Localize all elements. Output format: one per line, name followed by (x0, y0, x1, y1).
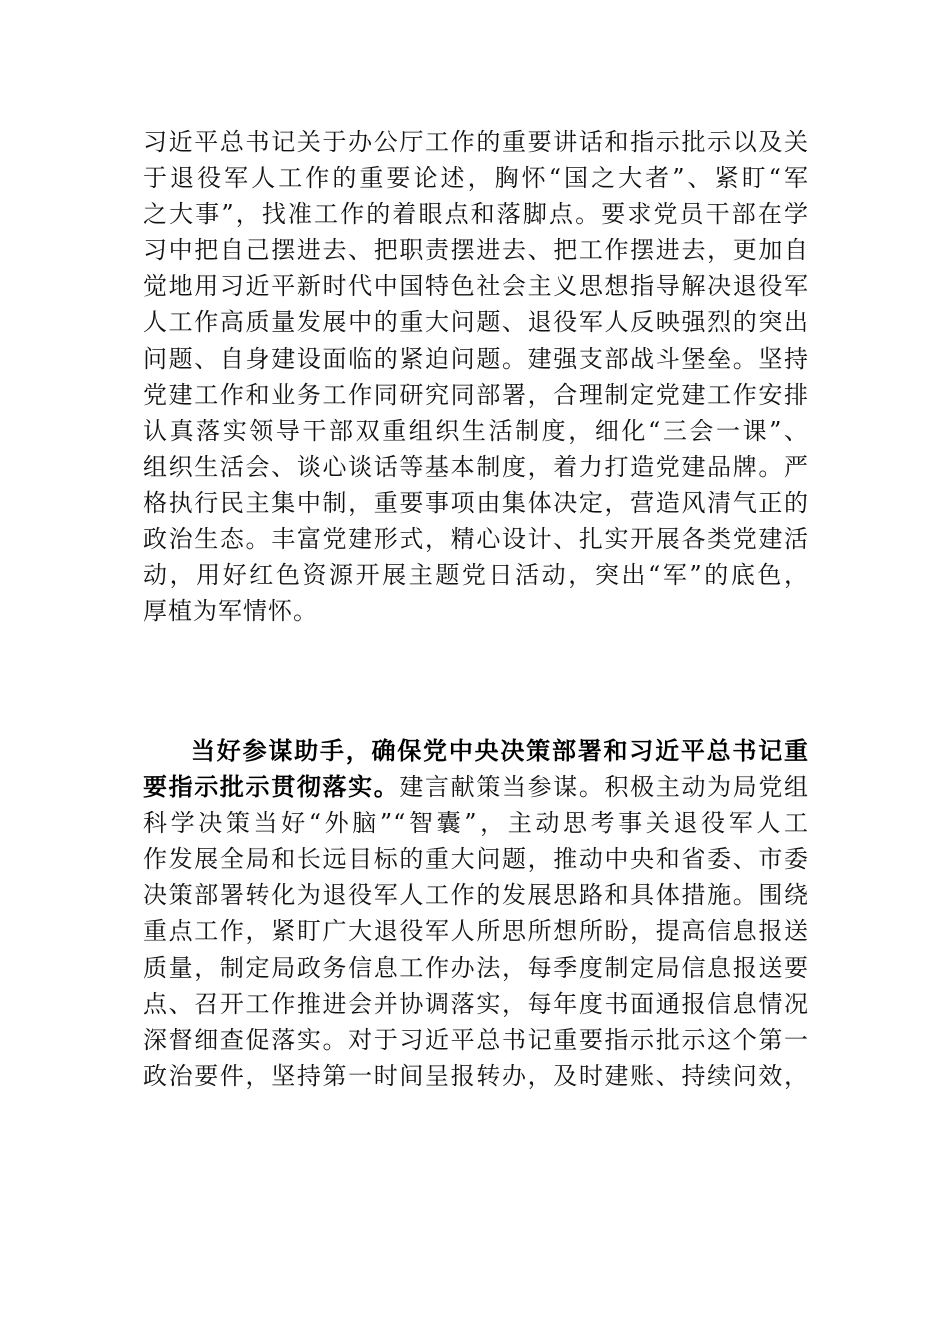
text-line: 动，用好红色资源开展主题党日活动，突出“军”的底色， (143, 561, 809, 590)
text-line: 点、召开工作推进会并协调落实，每年度书面通报信息情况 (143, 989, 809, 1018)
text-line: 认真落实领导干部双重组织生活制度，细化“三会一课”、 (143, 416, 809, 445)
text-line: 政治生态。丰富党建形式，精心设计、扎实开展各类党建活 (143, 525, 809, 554)
text-line: 政治要件，坚持第一时间呈报转办，及时建账、持续问效， (143, 1061, 809, 1090)
text-line: 厚植为军情怀。 (143, 597, 318, 626)
text-line: 之大事”，找准工作的着眼点和落脚点。要求党员干部在学 (143, 200, 809, 229)
paragraph-party-building (143, 124, 809, 629)
text-line: 组织生活会、谈心谈话等基本制度，着力打造党建品牌。严 (143, 452, 809, 481)
text-line: 于退役军人工作的重要论述，胸怀“国之大者”、紧盯“军 (143, 164, 809, 193)
text-line: 深督细查促落实。对于习近平总书记重要指示批示这个第一 (143, 1025, 809, 1054)
section-heading-line: 当好参谋助手，确保党中央决策部署和习近平总书记重 (191, 736, 809, 765)
text-line: 习中把自己摆进去、把职责摆进去、把工作摆进去，更加自 (143, 236, 809, 265)
section-heading-end: 要指示批示贯彻落实。 (143, 772, 400, 802)
text-line: 党建工作和业务工作同研究同部署，合理制定党建工作安排 (143, 380, 809, 409)
text-line: 作发展全局和长远目标的重大问题，推动中央和省委、市委 (143, 845, 809, 874)
text-run: 建言献策当参谋。积极主动为局党组 (399, 773, 810, 802)
text-line: 格执行民主集中制，重要事项由集体决定，营造风清气正的 (143, 488, 809, 517)
paragraph-staff-assistant (143, 733, 809, 1094)
text-line: 决策部署转化为退役军人工作的发展思路和具体措施。围绕 (143, 881, 809, 910)
text-line: 觉地用习近平新时代中国特色社会主义思想指导解决退役军 (143, 272, 809, 301)
text-line: 人工作高质量发展中的重大问题、退役军人反映强烈的突出 (143, 308, 809, 337)
text-line: 习近平总书记关于办公厅工作的重要讲话和指示批示以及关 (143, 128, 809, 156)
text-line: 科学决策当好“外脑”“智囊”，主动思考事关退役军人工 (143, 809, 809, 838)
text-line-mixed (143, 769, 809, 805)
text-line: 质量，制定局政务信息工作办法，每季度制定局信息报送要 (143, 953, 809, 982)
text-line: 重点工作，紧盯广大退役军人所思所想所盼，提高信息报送 (143, 917, 809, 946)
text-line: 问题、自身建设面临的紧迫问题。建强支部战斗堡垒。坚持 (143, 344, 809, 373)
